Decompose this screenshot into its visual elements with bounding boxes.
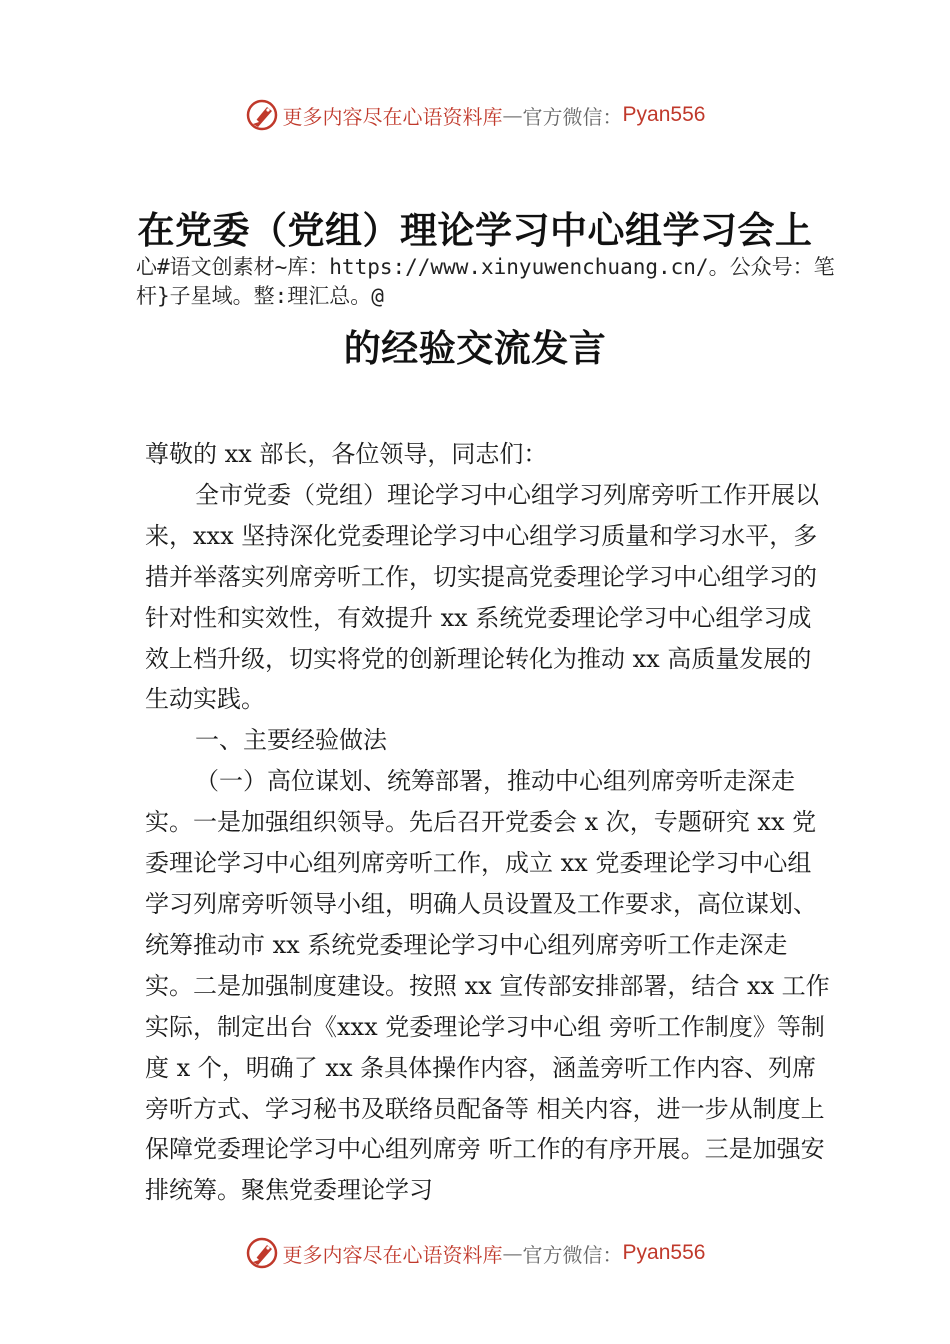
header-banner bbox=[0, 95, 950, 135]
document-body bbox=[145, 434, 835, 1211]
banner-separator: — bbox=[502, 103, 523, 127]
document-title-line2: 的经验交流发言 bbox=[343, 327, 607, 370]
inserted-watermark-text: 心#语文创素材~库：https://www.xinyuwenchuang.cn/。公众号：笔杆}子星域。整:理汇总。@ bbox=[136, 255, 835, 308]
pen-nib-logo-icon bbox=[245, 1236, 279, 1270]
banner-wechat-label: 官方微信： bbox=[522, 104, 623, 129]
footer-banner bbox=[0, 1233, 950, 1273]
pen-nib-logo-icon bbox=[245, 98, 279, 132]
document-title-line1: 在党委（党组）理论学习中心组学习会上 bbox=[137, 209, 813, 252]
banner-text: 更多内容尽在心语资料库 bbox=[282, 1242, 503, 1267]
banner-wechat-id: Pyan556 bbox=[622, 103, 706, 126]
banner-separator: — bbox=[502, 1241, 523, 1265]
salutation: 尊敬的 xx 部长，各位领导，同志们： bbox=[145, 440, 548, 468]
banner-wechat-id: Pyan556 bbox=[622, 1241, 706, 1264]
banner-wechat-label: 官方微信： bbox=[522, 1242, 623, 1267]
section-heading: 一、主要经验做法 bbox=[195, 726, 387, 755]
paragraph-section-1: （一）高位谋划、统筹部署，推动中心组列席旁听走深走实。一是加强组织领导。先后召开党委会 x 次，专题研究 xx 党委理论学习中心组列席旁听工作，成立 xx 党委理论学习中心组学习列席旁听领导小组，明确人员设置及工作要求，高位谋划、统筹推动市 xx 系统党委理论学习中心组列席旁听工作走深走实。二是加强制度建设。按照 xx 宣传部安排部署，结合 xx 工作实际，制定出台《xxx 党委理论学习中心组 旁听工作制度》等制度 x 个，明确了 xx 条具体操作内容，涵盖旁听工作内容、列席旁听方式、学习秘书及联络员配备等 相关内容，进一步从制度上保障党委理论学习中心组列席旁 听工作的有序开展。三是加强安排统筹。聚焦党委理论学习 bbox=[145, 767, 830, 1205]
banner-text: 更多内容尽在心语资料库 bbox=[282, 104, 503, 129]
paragraph-intro: 全市党委（党组）理论学习中心组学习列席旁听工作开展以来，xxx 坚持深化党委理论学习中心组学习质量和学习水平，多措并举落实列席旁听工作，切实提高党委理论学习中心组学习的针对性和实效性，有效提升 xx 系统党委理论学习中心组学习成效上档升级，切实将党的创新理论转化为推动 xx 高质量发展的生动实践。 bbox=[145, 480, 819, 714]
